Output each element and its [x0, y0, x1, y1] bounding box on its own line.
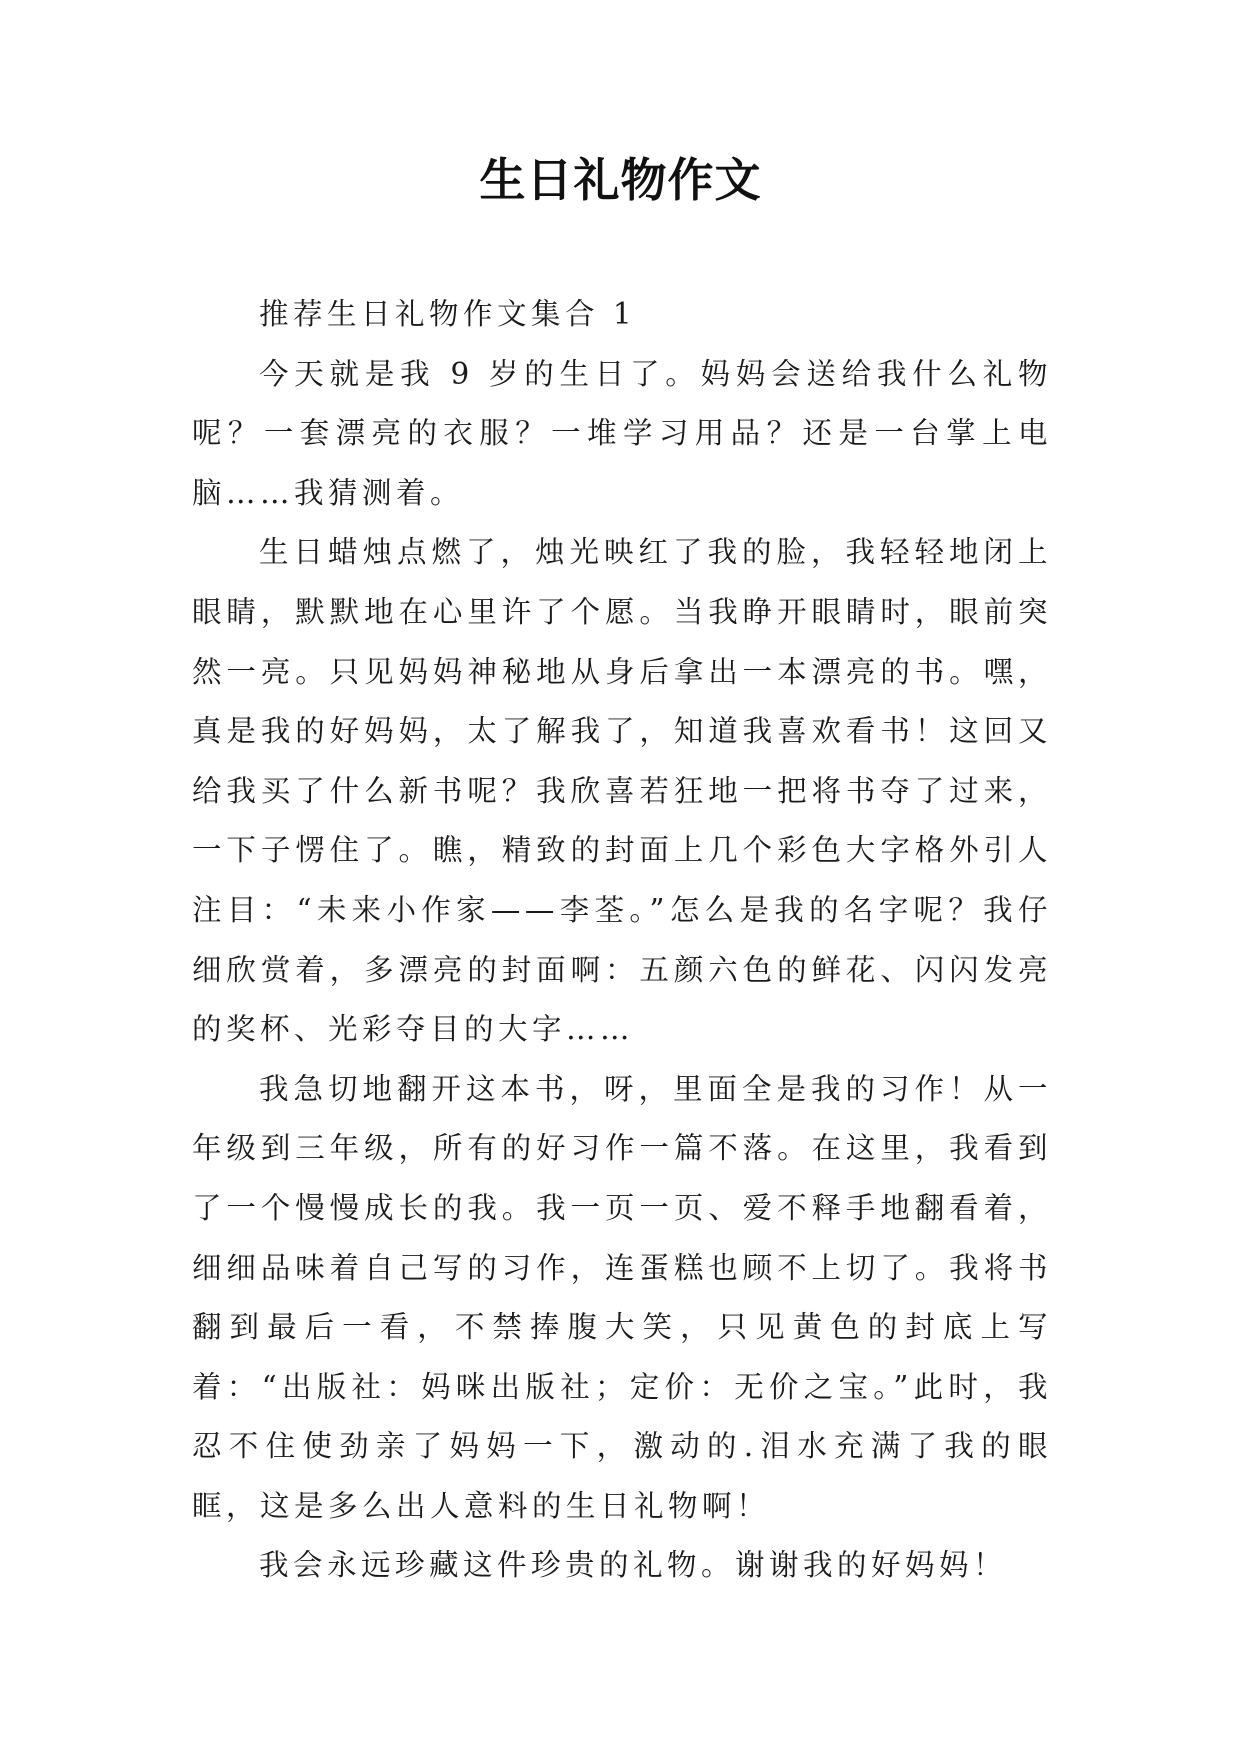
document-body [192, 285, 1052, 1596]
paragraph-3: 我急切地翻开这本书，呀，里面全是我的习作！从一年级到三年级，所有的好习作一篇不落。在这里，我看到了一个慢慢成长的我。我一页一页、爱不释手地翻看着，细细品味着自己写的习作，连蛋糕也顾不上切了。我将书翻到最后一看，不禁捧腹大笑，只见黄色的封底上写着：“出版社：妈咪出版社；定价：无价之宝。”此时，我忍不住使劲亲了妈妈一下，激动的.泪水充满了我的眼眶，这是多么出人意料的生日礼物啊！ [192, 1071, 1052, 1523]
paragraph-subtitle: 推荐生日礼物作文集合 1 [259, 297, 637, 331]
document-title: 生日礼物作文 [479, 153, 762, 207]
paragraph-4: 我会永远珍藏这件珍贵的礼物。谢谢我的好妈妈！ [259, 1548, 1008, 1583]
paragraph-1: 今天就是我 9 岁的生日了。妈妈会送给我什么礼物呢？一套漂亮的衣服？一堆学习用品？还是一台掌上电脑……我猜测着。 [192, 356, 1052, 510]
paragraph-2: 生日蜡烛点燃了，烛光映红了我的脸，我轻轻地闭上眼睛，默默地在心里许了个愿。当我睁开眼睛时，眼前突然一亮。只见妈妈神秘地从身后拿出一本漂亮的书。嘿，真是我的好妈妈，太了解我了，知道我喜欢看书！这回又给我买了什么新书呢？我欣喜若狂地一把将书夺了过来，一下子愣住了。瞧，精致的封面上几个彩色大字格外引人注目：“未来小作家——李荃。”怎么是我的名字呢？我仔细欣赏着，多漂亮的封面啊：五颜六色的鲜花、闪闪发亮的奖杯、光彩夺目的大字…… [192, 535, 1052, 1047]
